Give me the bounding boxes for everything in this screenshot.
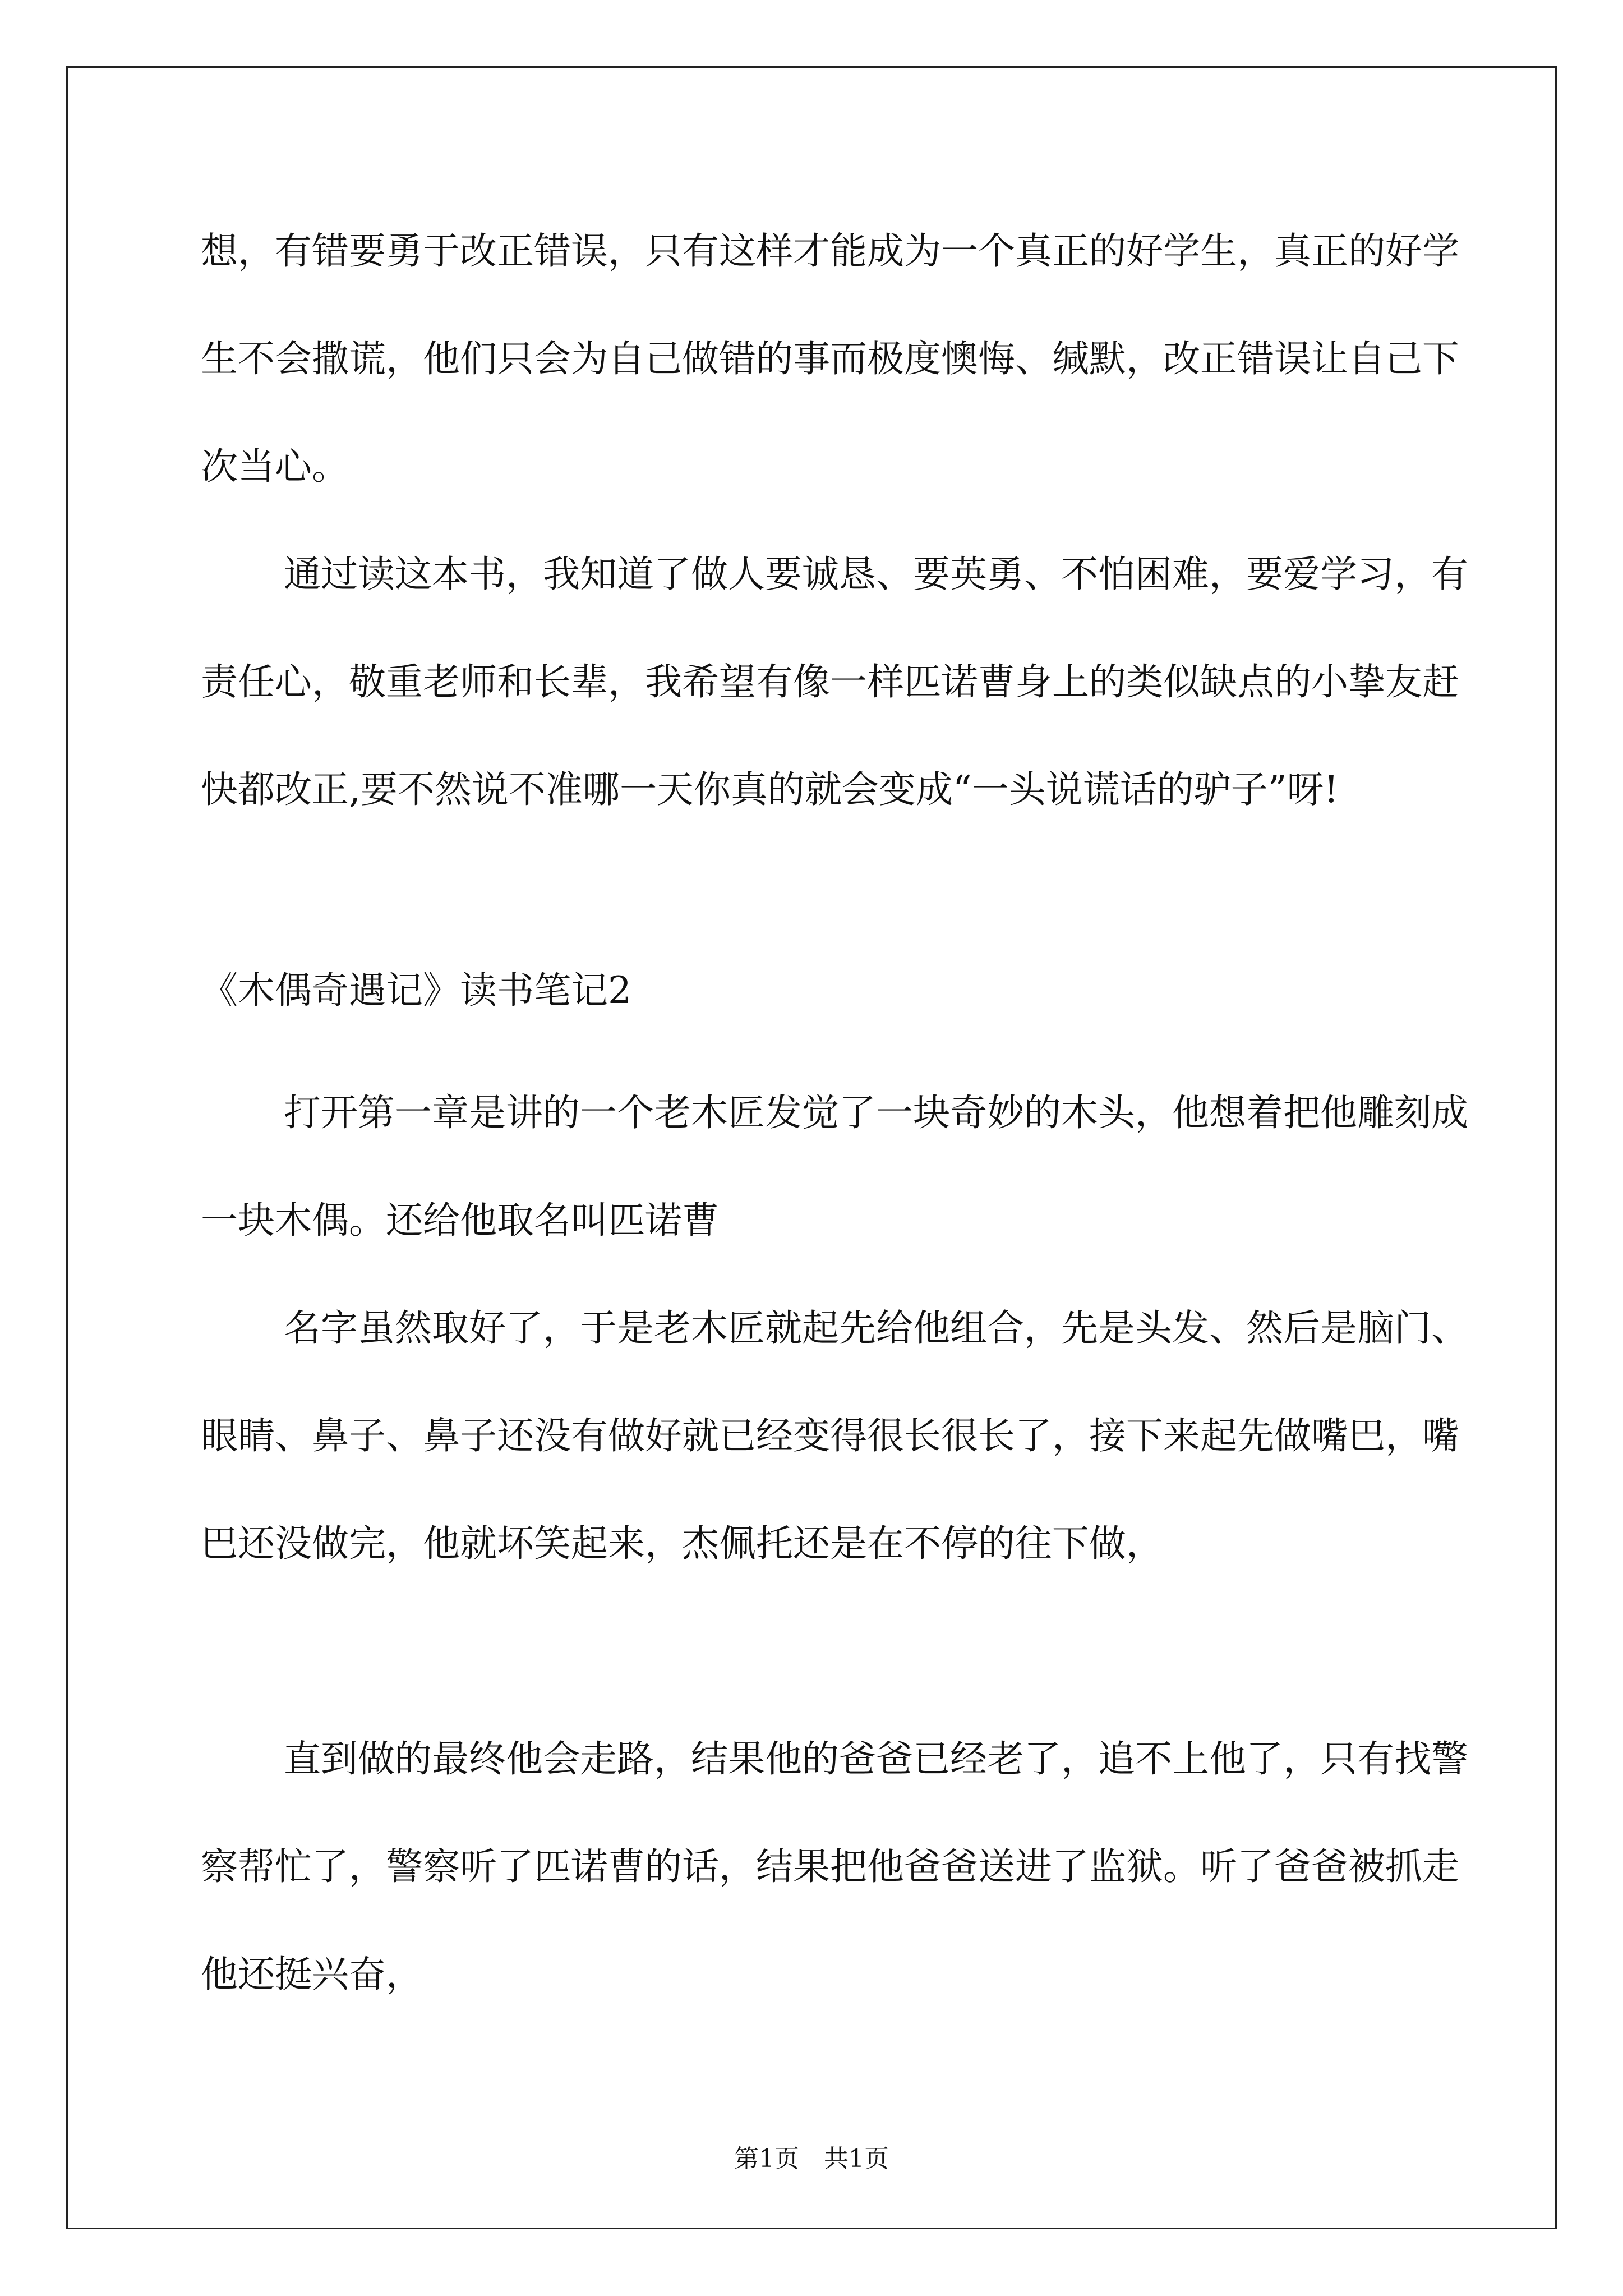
name-paragraph: 名字虽然取好了，于是老木匠就起先给他组合，先是头发、然后是脑门、眼睛、鼻子、鼻子还没有做好就已经变得很长很长了，接下来起先做嘴巴，嘴巴还没做完，他就坏笑起来，杰佩托还是在不停的往下做， [201, 1306, 1468, 1565]
continued-paragraph: 想，有错要勇于改正错误，只有这样才能成为一个真正的好学生，真正的好学生不会撒谎，他们只会为自己做错的事而极度懊悔、缄默，改正错误让自己下次当心。 [201, 229, 1459, 488]
section-title: 《木偶奇遇记》读书笔记2 [201, 969, 631, 1012]
walk-paragraph: 直到做的最终他会走路，结果他的爸爸已经老了，追不上他了，只有找警察帮忙了，警察听了匹诺曹的话，结果把他爸爸送进了监狱。听了爸爸被抓走他还挺兴奋， [201, 1737, 1468, 1996]
reading-paragraph: 通过读这本书，我知道了做人要诚恳、要英勇、不怕困难，要爱学习，有责任心，敬重老师和长辈，我希望有像一样匹诺曹身上的类似缺点的小挚友赶快都改正,要不然说不准哪一天你真的就会变成“一头说谎话的驴子”呀! [201, 553, 1468, 811]
chapter-paragraph: 打开第一章是讲的一个老木匠发觉了一块奇妙的木头，他想着把他雕刻成一块木偶。还给他取名叫匹诺曹 [201, 1091, 1468, 1242]
page-number-footer: 第1页 共1页 [734, 2145, 889, 2173]
